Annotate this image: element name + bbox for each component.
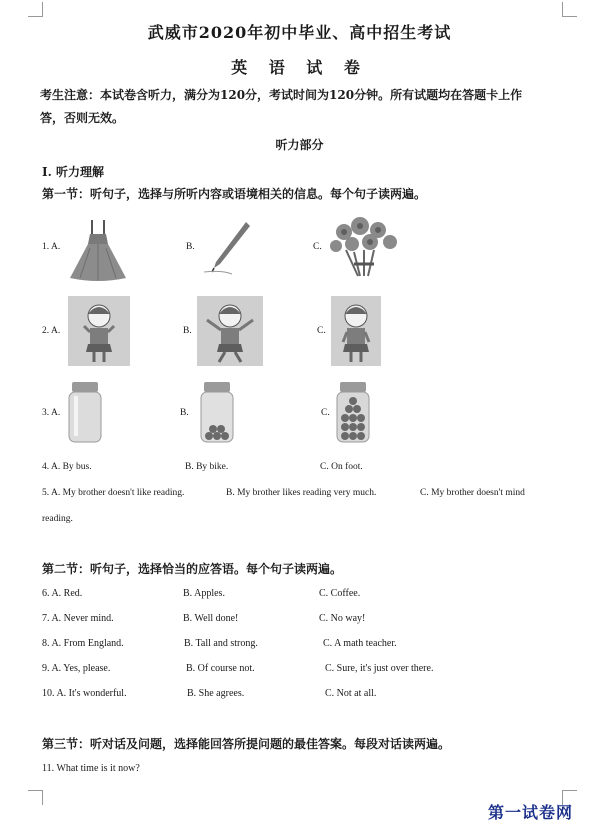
exam-subtitle: 英 语 试 卷 bbox=[231, 58, 368, 77]
q8-option-a: 8. A. From England. bbox=[42, 638, 124, 649]
flowers-icon bbox=[324, 214, 404, 280]
q2-label: 2. A. bbox=[42, 326, 61, 336]
pen-icon bbox=[202, 218, 252, 276]
q5-option-b: B. My brother likes reading very much. bbox=[226, 488, 377, 498]
q6-option-a: 6. A. Red. bbox=[42, 588, 83, 599]
q2-option-c: C. bbox=[317, 326, 326, 336]
watermark-logo: 第一试卷网 bbox=[488, 803, 574, 822]
girl-icon bbox=[197, 296, 263, 366]
q9-option-a: 9. A. Yes, please. bbox=[42, 663, 111, 674]
q7-option-c: C. No way! bbox=[319, 613, 366, 624]
q1-option-c: C. bbox=[313, 242, 322, 252]
q8-option-b: B. Tall and strong. bbox=[184, 638, 258, 649]
q5-option-c-continued: reading. bbox=[42, 514, 73, 524]
exam-title: 武威市2020年初中毕业、高中招生考试 bbox=[147, 23, 452, 42]
q3-option-b: B. bbox=[180, 408, 189, 418]
crop-mark-top-right bbox=[562, 2, 577, 17]
jar-icon bbox=[66, 380, 104, 444]
q5-option-a: 5. A. My brother doesn't like reading. bbox=[42, 488, 185, 498]
q11-question: 11. What time is it now? bbox=[42, 763, 140, 774]
jar-icon bbox=[334, 380, 372, 444]
q3-option-c: C. bbox=[321, 408, 330, 418]
q5-option-c: C. My brother doesn't mind bbox=[420, 488, 525, 498]
q4-option-c: C. On foot. bbox=[320, 462, 363, 472]
listening-heading: 听力部分 bbox=[275, 138, 324, 152]
part1-heading: I. 听力理解 bbox=[42, 165, 104, 179]
section1-heading: 第一节：听句子，选择与所听内容或语境相关的信息。每个句子读两遍。 bbox=[42, 187, 427, 201]
crop-mark-bottom-left bbox=[28, 790, 43, 805]
q1-option-b: B. bbox=[186, 242, 195, 252]
q1-label: 1. A. bbox=[42, 242, 61, 252]
q7-option-b: B. Well done! bbox=[183, 613, 239, 624]
q2-option-b: B. bbox=[183, 326, 192, 336]
q4-option-a: 4. A. By bus. bbox=[42, 462, 92, 472]
q9-option-c: C. Sure, it's just over there. bbox=[325, 663, 434, 674]
notice-line-2: 答，否则无效。 bbox=[40, 111, 125, 125]
girl-icon bbox=[331, 296, 381, 366]
section2-heading: 第二节：听句子，选择恰当的应答语。每个句子读两遍。 bbox=[42, 562, 343, 576]
crop-mark-top-left bbox=[28, 2, 43, 17]
dress-icon bbox=[68, 218, 128, 284]
q7-option-a: 7. A. Never mind. bbox=[42, 613, 114, 624]
q9-option-b: B. Of course not. bbox=[186, 663, 255, 674]
q6-option-b: B. Apples. bbox=[183, 588, 225, 599]
q10-option-c: C. Not at all. bbox=[325, 688, 377, 699]
q10-option-b: B. She agrees. bbox=[187, 688, 245, 699]
jar-icon bbox=[198, 380, 236, 444]
section3-heading: 第三节：听对话及问题，选择能回答所提问题的最佳答案。每段对话读两遍。 bbox=[42, 737, 451, 751]
notice-line-1: 考生注意：本试卷含听力，满分为120分，考试时间为120分钟。所有试题均在答题卡上作 bbox=[40, 88, 523, 102]
q4-option-b: B. By bike. bbox=[185, 462, 229, 472]
q6-option-c: C. Coffee. bbox=[319, 588, 361, 599]
q10-option-a: 10. A. It's wonderful. bbox=[42, 688, 127, 699]
girl-icon bbox=[68, 296, 130, 366]
q8-option-c: C. A math teacher. bbox=[323, 638, 397, 649]
q3-label: 3. A. bbox=[42, 408, 61, 418]
